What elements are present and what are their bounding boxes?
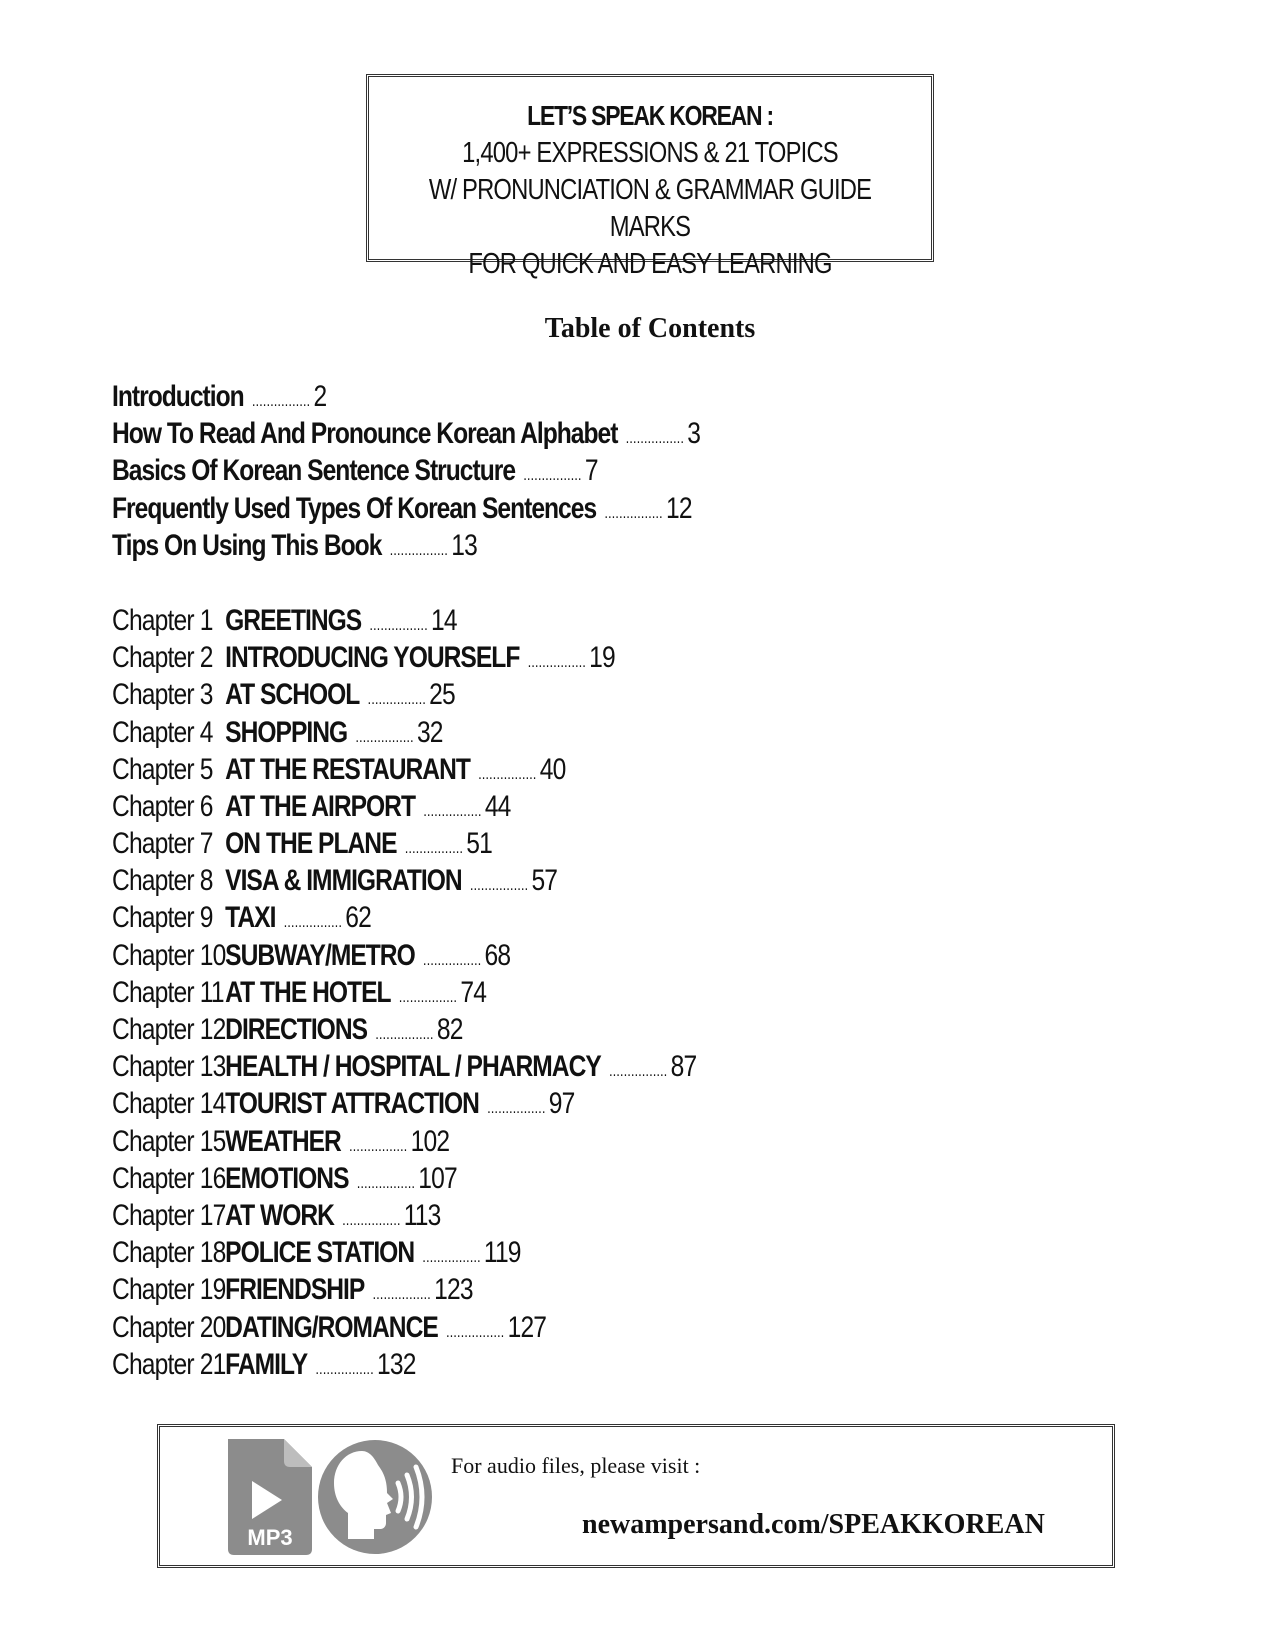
chapter-title: WEATHER (225, 1124, 341, 1158)
toc-entry-title: How To Read And Pronounce Korean Alphabet (112, 417, 618, 451)
toc-leader-dots: ................ (523, 467, 582, 485)
chapter-label: Chapter 21 (112, 1347, 226, 1381)
book-subtitle-line-2: W/ PRONUNCIATION & GRAMMAR GUIDE MARKS (428, 174, 872, 243)
toc-leader-dots: ................ (527, 654, 586, 672)
chapter-label: Chapter 17 (112, 1198, 226, 1232)
toc-entry[interactable] (112, 452, 700, 489)
toc-page-number: 57 (531, 864, 558, 898)
chapter-title: AT SCHOOL (225, 678, 360, 712)
title-box (366, 74, 934, 280)
chapter-title: DIRECTIONS (225, 1013, 368, 1046)
chapter-label: Chapter 3 (112, 678, 213, 712)
toc-page-number: 14 (430, 603, 457, 637)
toc-leader-dots: ................ (389, 541, 448, 559)
toc-chapter-entry[interactable] (112, 974, 700, 1011)
chapter-title: VISA & IMMIGRATION (225, 864, 462, 898)
chapter-title: DATING/ROMANCE (225, 1310, 438, 1344)
toc-leader-dots: ................ (398, 988, 458, 1006)
chapter-label: Chapter 12 (112, 1013, 226, 1046)
chapter-label: Chapter 4 (112, 715, 213, 749)
toc-leader-dots: ................ (251, 393, 311, 410)
chapter-label: Chapter 19 (112, 1273, 226, 1307)
toc-leader-dots: ................ (315, 1360, 374, 1378)
toc-page-number: 132 (377, 1347, 416, 1381)
toc-page-number: 123 (434, 1273, 473, 1307)
toc-page-number: 97 (548, 1087, 575, 1121)
chapter-label: Chapter 13 (112, 1050, 226, 1084)
toc-page-number: 40 (539, 752, 566, 786)
toc-leader-dots: ................ (422, 951, 482, 969)
toc-entry[interactable] (112, 415, 700, 452)
chapter-label: Chapter 6 (112, 789, 213, 823)
chapter-title: FRIENDSHIP (225, 1273, 365, 1307)
toc-chapter-entry[interactable] (112, 1160, 700, 1197)
audio-url-link[interactable]: newampersand.com/SPEAKKOREAN (582, 1509, 1045, 1540)
toc-chapter-entry[interactable] (112, 602, 700, 639)
chapter-label: Chapter 18 (112, 1236, 226, 1270)
toc-entry-title: Basics Of Korean Sentence Structure (112, 454, 516, 488)
chapter-label: Chapter 7 (112, 827, 213, 861)
toc-leader-dots: ................ (445, 1323, 505, 1341)
toc-page-number: 74 (460, 975, 487, 1009)
chapter-title: AT THE AIRPORT (225, 789, 416, 823)
toc-chapter-entry[interactable] (112, 1085, 700, 1122)
toc-chapter-entry[interactable] (112, 1197, 700, 1234)
chapter-label: Chapter 2 (112, 641, 213, 675)
toc-chapter-entry[interactable] (112, 751, 700, 788)
chapter-label: Chapter 1 (112, 603, 213, 637)
toc-page-number: 44 (484, 789, 511, 823)
book-title: LET’S SPEAK KOREAN : (527, 100, 773, 131)
toc-page-number: 127 (507, 1310, 547, 1344)
toc-entry-title: Frequently Used Types Of Korean Sentences (112, 491, 597, 525)
toc-page-number: 102 (410, 1124, 450, 1158)
toc-chapter-entry[interactable] (112, 899, 700, 936)
chapter-title: TAXI (225, 901, 276, 935)
toc-heading: Table of Contents (544, 313, 756, 344)
toc-chapter-entry[interactable] (112, 1271, 700, 1308)
toc-page-number: 107 (418, 1161, 457, 1195)
toc-leader-dots: ................ (404, 840, 464, 858)
chapter-title: AT THE HOTEL (225, 975, 391, 1009)
chapter-label: Chapter 5 (112, 752, 213, 786)
toc-leader-dots: ................ (349, 1137, 408, 1155)
audio-box (157, 1424, 1115, 1568)
book-subtitle-line-1: 1,400+ EXPRESSIONS & 21 TOPICS (462, 137, 838, 169)
chapter-title: SHOPPING (225, 715, 348, 749)
chapter-title: POLICE STATION (225, 1236, 415, 1270)
mp3-icon-text: MP3 (247, 1525, 293, 1550)
chapter-label: Chapter 10 (112, 938, 226, 972)
chapter-title: FAMILY (225, 1347, 308, 1381)
toc-page-number: 12 (665, 491, 692, 525)
table-of-contents (112, 378, 829, 1383)
toc-page-number: 2 (313, 380, 327, 413)
chapter-label: Chapter 15 (112, 1124, 226, 1158)
audio-label: For audio files, please visit : (451, 1453, 701, 1478)
book-subtitle-line-3: FOR QUICK AND EASY LEARNING (468, 248, 832, 280)
chapter-title: AT WORK (225, 1198, 334, 1232)
toc-page-number: 113 (403, 1198, 441, 1232)
toc-page-number: 13 (451, 528, 477, 562)
toc-leader-dots: ................ (487, 1100, 546, 1118)
toc-page-number: 82 (436, 1013, 463, 1046)
toc-page-number: 87 (670, 1050, 697, 1084)
mp3-file-icon (224, 1439, 316, 1555)
toc-page-number: 19 (589, 641, 615, 675)
toc-leader-dots: ................ (608, 1063, 668, 1081)
toc-leader-dots: ................ (422, 1249, 481, 1267)
toc-chapter-entry[interactable] (112, 937, 700, 974)
chapter-title: INTRODUCING YOURSELF (225, 641, 520, 675)
toc-page-number: 25 (429, 678, 455, 712)
toc-leader-dots: ................ (367, 691, 426, 709)
toc-entry[interactable] (112, 378, 700, 415)
toc-chapter-entry[interactable] (112, 676, 700, 713)
toc-leader-dots: ................ (356, 1174, 416, 1192)
chapter-label: Chapter 14 (112, 1087, 226, 1121)
toc-page-number: 62 (345, 901, 371, 935)
chapter-label: Chapter 20 (112, 1310, 226, 1344)
toc-chapter-entry[interactable] (112, 714, 700, 751)
toc-chapter-entry[interactable] (112, 1346, 700, 1383)
chapter-title: TOURIST ATTRACTION (225, 1087, 479, 1121)
chapter-title: SUBWAY/METRO (225, 938, 415, 972)
speaking-voice-icon (318, 1437, 432, 1557)
toc-entry-title: Introduction (112, 380, 244, 413)
toc-page-number: 68 (484, 938, 511, 972)
chapter-title: EMOTIONS (225, 1161, 349, 1195)
toc-leader-dots: ................ (625, 430, 684, 448)
chapter-label: Chapter 8 (112, 864, 213, 898)
toc-page-number: 7 (584, 454, 598, 488)
chapter-label: Chapter 11 (112, 975, 224, 1009)
toc-chapter-entry[interactable] (112, 825, 700, 862)
toc-leader-dots: ................ (283, 914, 342, 932)
chapter-label: Chapter 16 (112, 1161, 226, 1195)
toc-chapter-entry[interactable] (112, 1123, 700, 1160)
toc-leader-dots: ................ (369, 616, 428, 634)
toc-page-number: 119 (483, 1236, 521, 1270)
toc-chapter-entry[interactable] (112, 1234, 700, 1271)
chapter-title: HEALTH / HOSPITAL / PHARMACY (225, 1050, 601, 1084)
toc-chapter-entry[interactable] (112, 862, 700, 899)
toc-chapter-entry[interactable] (112, 639, 700, 676)
toc-page-number: 32 (416, 715, 443, 749)
toc-entry[interactable] (112, 527, 700, 564)
toc-chapter-entry[interactable] (112, 1309, 700, 1346)
toc-spacer (112, 564, 700, 602)
toc-entry-title: Tips On Using This Book (112, 528, 382, 562)
toc-leader-dots: ................ (355, 728, 414, 746)
toc-chapter-entry[interactable] (112, 788, 700, 825)
toc-entry[interactable] (112, 490, 700, 527)
toc-chapter-entry[interactable] (112, 1048, 700, 1085)
chapter-title: ON THE PLANE (225, 827, 397, 861)
toc-leader-dots: ................ (423, 802, 482, 820)
chapter-title: AT THE RESTAURANT (225, 752, 470, 786)
toc-leader-dots: ................ (342, 1211, 401, 1229)
toc-leader-dots: ................ (478, 765, 537, 783)
toc-leader-dots: ................ (604, 504, 663, 522)
toc-leader-dots: ................ (469, 877, 529, 895)
toc-chapter-entry[interactable] (112, 1011, 700, 1048)
chapter-title: GREETINGS (225, 603, 362, 637)
toc-leader-dots: ................ (375, 1026, 434, 1043)
toc-leader-dots: ................ (372, 1286, 431, 1304)
toc-page-number: 3 (687, 417, 701, 451)
chapter-label: Chapter 9 (112, 901, 213, 935)
toc-page-number: 51 (466, 827, 493, 861)
